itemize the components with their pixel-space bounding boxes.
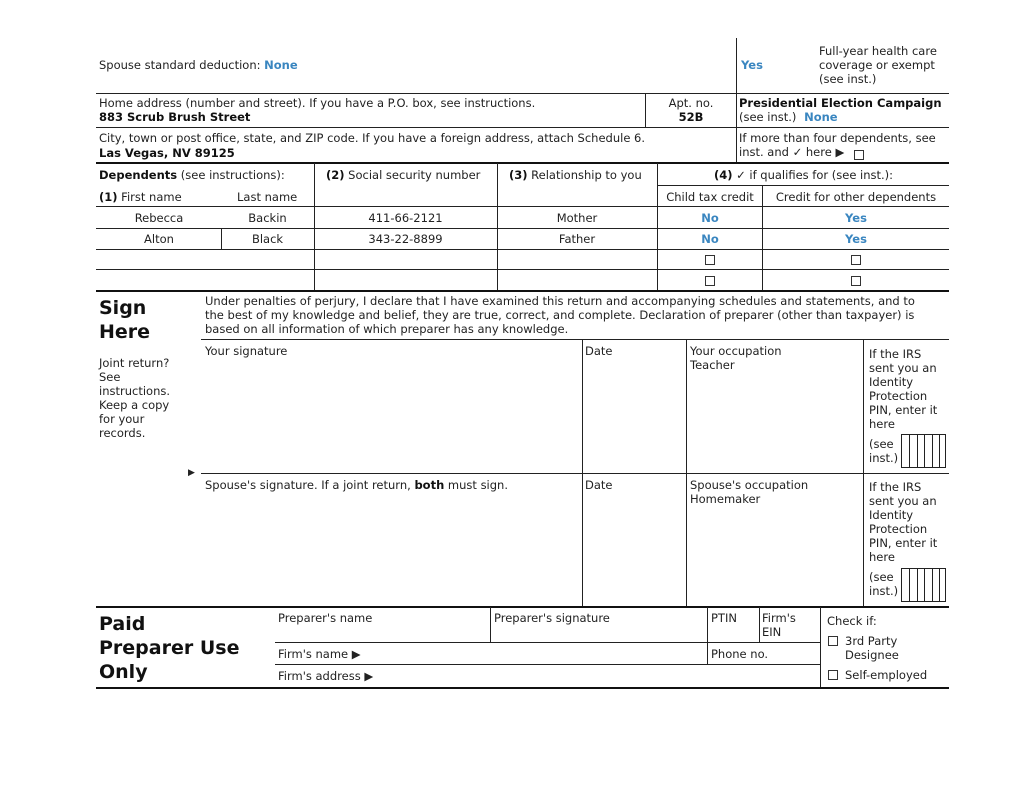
city-label: City, town or post office, state, and ZIP code. If you have a foreign address, attach Schedule 6. [99, 131, 646, 145]
more-dependents-checkbox[interactable] [854, 150, 864, 160]
ptin-label[interactable]: PTIN [711, 611, 737, 625]
spouse-signature-label[interactable]: Spouse's signature. If a joint return, both must sign. [205, 478, 508, 492]
your-occupation-value[interactable]: Teacher [690, 358, 735, 372]
your-ip-pin-note: If the IRS sent you an Identity Protection PIN, enter it here (see inst.) [869, 347, 938, 465]
spouse-ip-pin-input[interactable] [901, 568, 946, 602]
self-employed-checkbox[interactable] [828, 670, 838, 680]
spouse-occupation-label: Spouse's occupation [690, 478, 809, 492]
spouse-deduction-label: Spouse standard deduction: [99, 58, 261, 72]
third-party-designee-label: 3rd Party Designee [845, 634, 899, 662]
spouse-ip-pin-note: If the IRS sent you an Identity Protection PIN, enter it here (see inst.) [869, 480, 938, 598]
dependent-2-last[interactable]: Black [251, 232, 284, 246]
preparer-signature-label[interactable]: Preparer's signature [494, 611, 610, 625]
dependent-2-relationship[interactable]: Father [558, 232, 596, 246]
health-coverage-value[interactable]: Yes [741, 58, 763, 72]
dependent-2-other-credit[interactable]: Yes [845, 232, 867, 246]
dependents-col4-header: (4) ✓ if qualifies for (see inst.): [713, 168, 894, 182]
dependent-4-child-tax-credit-checkbox[interactable] [705, 276, 715, 286]
apt-no-value[interactable]: 52B [678, 110, 704, 124]
presidential-campaign-title: Presidential Election Campaign [739, 96, 942, 110]
sign-arrow-icon: ▶ [188, 468, 195, 478]
your-occupation [690, 344, 782, 372]
dependents-col3-header: (3) Relationship to you [509, 168, 642, 182]
dependents-col2-header: (2) Social security number [326, 168, 481, 182]
firm-name-label[interactable]: Firm's name ▶ [278, 647, 361, 661]
dependent-2-ssn[interactable]: 343-22-8899 [368, 232, 443, 246]
preparer-name-label[interactable]: Preparer's name [278, 611, 373, 625]
dependents-col1-last: Last name [237, 190, 298, 204]
dependent-1-last[interactable]: Backin [248, 211, 287, 225]
dependents-heading: Dependents (see instructions): [99, 168, 285, 182]
other-dependents-header: Credit for other dependents [775, 190, 937, 204]
dependent-4-other-credit-checkbox[interactable] [851, 276, 861, 286]
spouse-occupation-value[interactable]: Homemaker [690, 492, 761, 506]
your-signature-date-label[interactable]: Date [585, 344, 613, 358]
presidential-campaign-value[interactable]: None [804, 110, 838, 124]
spouse-signature-date-label[interactable]: Date [585, 478, 613, 492]
dependent-1-other-credit[interactable]: Yes [845, 211, 867, 225]
third-party-designee-checkbox[interactable] [828, 636, 838, 646]
presidential-campaign-sub: (see inst.) [739, 110, 797, 124]
dependent-1-child-tax-credit[interactable]: No [701, 211, 719, 225]
dependent-2-child-tax-credit[interactable]: No [701, 232, 719, 246]
health-coverage-label: Full-year health care coverage or exempt (see inst.) [819, 44, 937, 86]
dependents-col1-header: (1) First name [99, 190, 182, 204]
your-signature-label[interactable]: Your signature [205, 344, 288, 358]
firm-ein-label[interactable]: Firm's EIN [762, 611, 796, 639]
spouse-occupation [690, 478, 808, 506]
self-employed-label: Self-employed [845, 668, 928, 682]
spouse-deduction [99, 58, 298, 72]
home-address-label: Home address (number and street). If you have a P.O. box, see instructions. [99, 96, 536, 110]
presidential-campaign [739, 110, 838, 124]
dependent-1-first[interactable]: Rebecca [134, 211, 184, 225]
firm-address-label[interactable]: Firm's address ▶ [278, 669, 374, 683]
spouse-deduction-value[interactable]: None [264, 58, 298, 72]
home-address-value[interactable]: 883 Scrub Brush Street [99, 110, 251, 124]
your-ip-pin-input[interactable] [901, 434, 946, 468]
dependent-1-relationship[interactable]: Mother [556, 211, 598, 225]
dependent-3-child-tax-credit-checkbox[interactable] [705, 255, 715, 265]
child-tax-credit-header: Child tax credit [666, 190, 754, 204]
sign-here-title: Sign Here [99, 297, 151, 343]
apt-no-label: Apt. no. [668, 96, 714, 110]
city-value[interactable]: Las Vegas, NV 89125 [99, 146, 235, 160]
check-if-label: Check if: [827, 614, 877, 628]
dependent-2-first[interactable]: Alton [144, 232, 174, 246]
more-dependents: If more than four dependents, see inst. and ✓ here ▶ [739, 131, 936, 159]
dependent-1-ssn[interactable]: 411-66-2121 [368, 211, 443, 225]
phone-label[interactable]: Phone no. [711, 647, 769, 661]
joint-return-note: Joint return? See instructions. Keep a copy for your records. [99, 356, 170, 440]
dependent-3-other-credit-checkbox[interactable] [851, 255, 861, 265]
your-occupation-label: Your occupation [690, 344, 782, 358]
paid-preparer-title: Paid Preparer Use Only [99, 613, 240, 683]
perjury-statement: Under penalties of perjury, I declare that I have examined this return and accompanying schedules and statements, and to the best of my knowledge and belief, they are true, correct, and complete. Declaration of preparer (other than taxpayer) is based on all information of which preparer has any knowledge. [205, 294, 915, 336]
